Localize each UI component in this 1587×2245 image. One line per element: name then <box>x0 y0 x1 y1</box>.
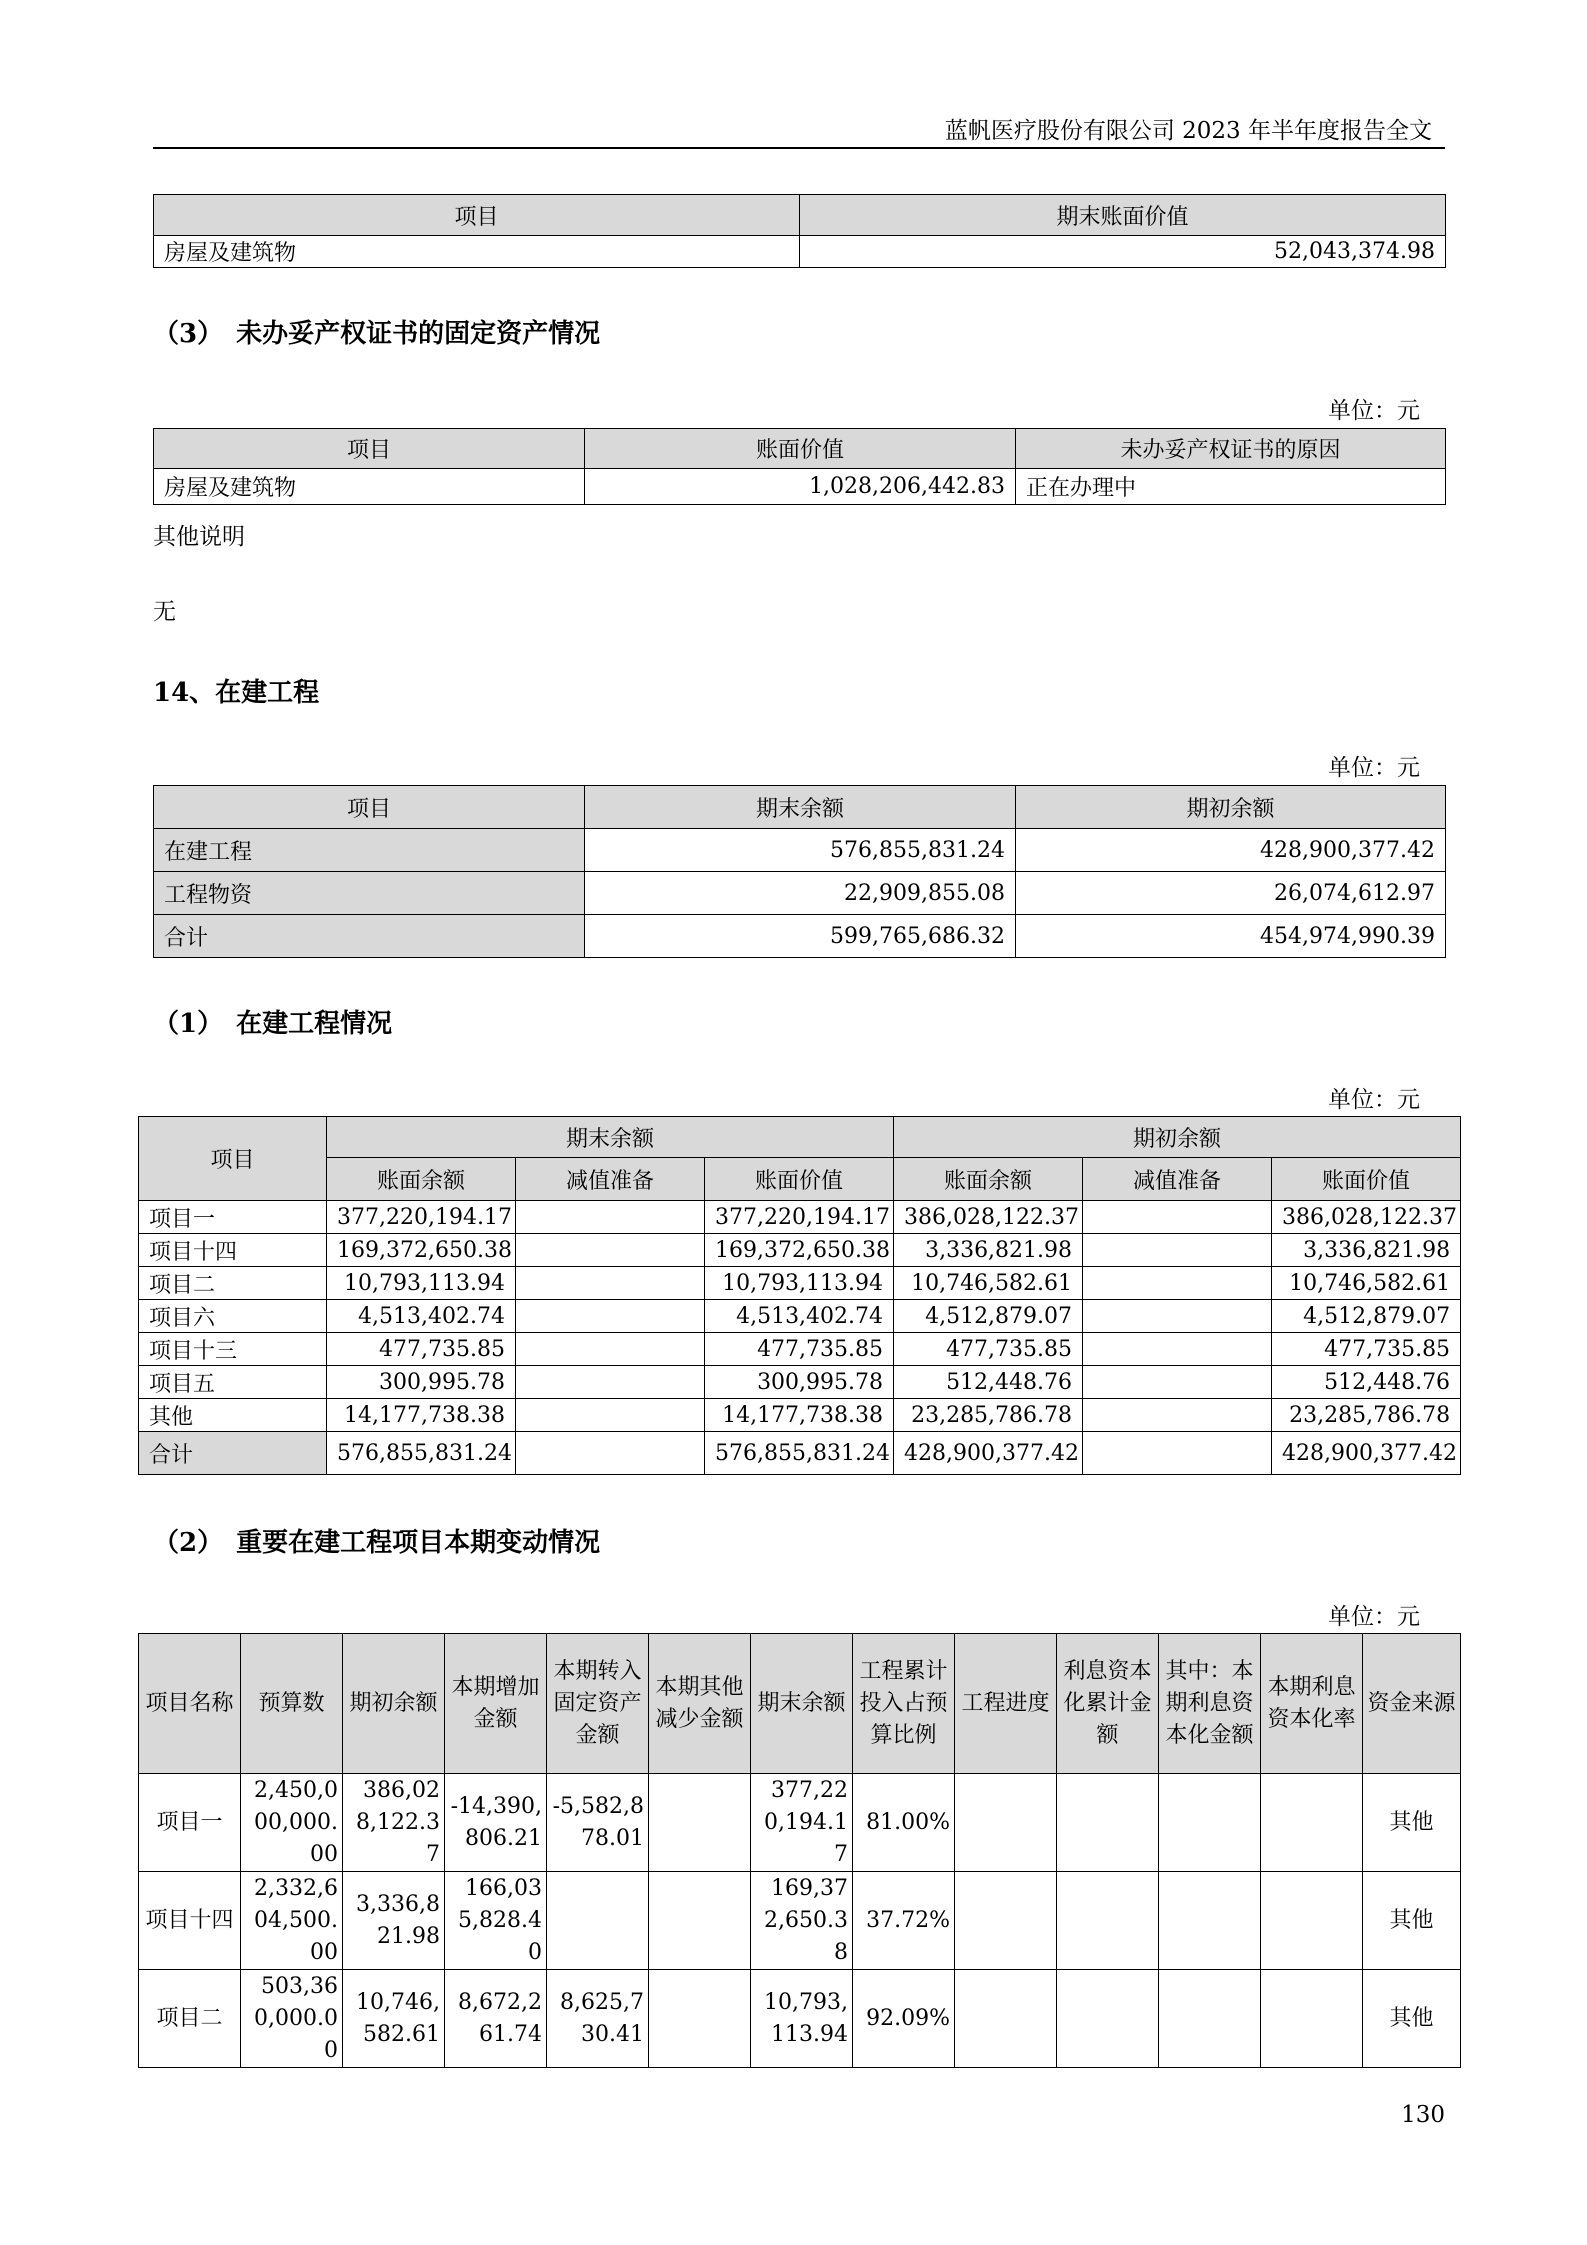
cell-value <box>1159 1970 1261 2068</box>
cell-value: 52,043,374.98 <box>800 236 1446 268</box>
cell-value: 169,372,650.38 <box>327 1234 516 1267</box>
cell-value: 512,448.76 <box>894 1366 1083 1399</box>
table-row <box>139 1970 1461 2068</box>
cell-value: 81.00% <box>853 1774 955 1872</box>
header-cell: 期末余额 <box>751 1634 853 1774</box>
cell-value <box>1083 1333 1272 1366</box>
cell-value: 503,360,000.00 <box>241 1970 343 2068</box>
cell-value: 300,995.78 <box>705 1366 894 1399</box>
row-label: 其他 <box>139 1399 327 1432</box>
cell-value <box>649 1872 751 1970</box>
table-row <box>139 1234 1461 1267</box>
section-14-heading: 14、在建工程 <box>153 678 320 708</box>
cell-value <box>1083 1399 1272 1432</box>
cell-value <box>1083 1201 1272 1234</box>
cell-value: 454,974,990.39 <box>1016 915 1446 958</box>
header-cell: 本期增加金额 <box>445 1634 547 1774</box>
cell-value: 300,995.78 <box>327 1366 516 1399</box>
cell-value: 26,074,612.97 <box>1016 872 1446 915</box>
cell-value: 386,028,122.37 <box>1272 1201 1461 1234</box>
unit-label: 单位：元 <box>1328 1604 1420 1630</box>
header-cell: 项目 <box>154 429 585 469</box>
cell-value <box>649 1774 751 1872</box>
cell-value <box>1083 1234 1272 1267</box>
cell-value: 4,512,879.07 <box>894 1300 1083 1333</box>
cell-value: 10,793,113.94 <box>705 1267 894 1300</box>
table-construction-summary <box>153 785 1446 958</box>
header-cell: 利息资本化累计金额 <box>1057 1634 1159 1774</box>
cell-value <box>1057 1872 1159 1970</box>
row-label: 项目一 <box>139 1201 327 1234</box>
cell-value: 428,900,377.42 <box>1272 1432 1461 1475</box>
cell-value <box>1083 1267 1272 1300</box>
cell-value: 386,028,122.37 <box>894 1201 1083 1234</box>
header-cell: 本期其他减少金额 <box>649 1634 751 1774</box>
row-label: 项目五 <box>139 1366 327 1399</box>
header-cell: 项目 <box>154 195 800 236</box>
cell-value: 169,372,650.38 <box>705 1234 894 1267</box>
cell-value: 92.09% <box>853 1970 955 2068</box>
header-cell: 工程累计投入占预算比例 <box>853 1634 955 1774</box>
table-row <box>139 1267 1461 1300</box>
table-major-projects <box>138 1633 1461 2068</box>
cell-value <box>516 1267 705 1300</box>
cell-value <box>955 1774 1057 1872</box>
row-label: 在建工程 <box>154 829 585 872</box>
cell-value <box>1083 1366 1272 1399</box>
header-cell: 资金来源 <box>1363 1634 1461 1774</box>
unit-label: 单位：元 <box>1328 398 1420 424</box>
cell-value <box>1159 1872 1261 1970</box>
cell-fund-source: 其他 <box>1363 1970 1461 2068</box>
cell-value <box>649 1970 751 2068</box>
cell-value: 10,793,113.94 <box>751 1970 853 2068</box>
cell-value: 576,855,831.24 <box>585 829 1016 872</box>
cell-fund-source: 其他 <box>1363 1774 1461 1872</box>
cell-value: 477,735.85 <box>327 1333 516 1366</box>
row-label: 合计 <box>154 915 585 958</box>
row-label: 项目十三 <box>139 1333 327 1366</box>
cell-value: 512,448.76 <box>1272 1366 1461 1399</box>
cell-value <box>955 1872 1057 1970</box>
cell-value: 477,735.85 <box>894 1333 1083 1366</box>
row-label: 项目一 <box>139 1774 241 1872</box>
header-cell: 本期转入固定资产金额 <box>547 1634 649 1774</box>
header-cell: 减值准备 <box>1083 1158 1272 1201</box>
header-group: 期末余额 <box>327 1117 894 1158</box>
cell-fund-source: 其他 <box>1363 1872 1461 1970</box>
cell-value: 8,672,261.74 <box>445 1970 547 2068</box>
header-cell: 账面价值 <box>705 1158 894 1201</box>
cell-value: 37.72% <box>853 1872 955 1970</box>
table-construction-details <box>138 1116 1461 1475</box>
header-cell: 预算数 <box>241 1634 343 1774</box>
other-note-value: 无 <box>153 599 176 625</box>
table-fixed-assets-carrying <box>153 194 1446 268</box>
cell-value: 14,177,738.38 <box>705 1399 894 1432</box>
cell-value: 428,900,377.42 <box>1016 829 1446 872</box>
header-cell: 期末账面价值 <box>800 195 1446 236</box>
cell-value: 3,336,821.98 <box>894 1234 1083 1267</box>
cell-value <box>955 1970 1057 2068</box>
table-row <box>139 1872 1461 1970</box>
cell-value <box>516 1366 705 1399</box>
cell-value: 10,746,582.61 <box>343 1970 445 2068</box>
table-row <box>139 1432 1461 1475</box>
table-row <box>139 1774 1461 1872</box>
cell-value: 10,746,582.61 <box>894 1267 1083 1300</box>
cell-value: 10,746,582.61 <box>1272 1267 1461 1300</box>
cell-value: 477,735.85 <box>705 1333 894 1366</box>
row-label: 合计 <box>139 1432 327 1475</box>
cell-reason: 正在办理中 <box>1016 469 1446 505</box>
header-cell: 期末余额 <box>585 786 1016 829</box>
cell-value: 576,855,831.24 <box>705 1432 894 1475</box>
header-cell: 本期利息资本化率 <box>1261 1634 1363 1774</box>
cell-value: 3,336,821.98 <box>1272 1234 1461 1267</box>
cell-value: 23,285,786.78 <box>1272 1399 1461 1432</box>
table-row <box>139 1333 1461 1366</box>
cell-value: 3,336,821.98 <box>343 1872 445 1970</box>
cell-value <box>1057 1774 1159 1872</box>
header-rule <box>153 147 1445 149</box>
cell-value: 10,793,113.94 <box>327 1267 516 1300</box>
cell-value: 169,372,650.38 <box>751 1872 853 1970</box>
cell-value: 599,765,686.32 <box>585 915 1016 958</box>
table-row <box>139 1300 1461 1333</box>
cell-value: 2,332,604,500.00 <box>241 1872 343 1970</box>
cell-value: 4,513,402.74 <box>705 1300 894 1333</box>
unit-label: 单位：元 <box>1328 755 1420 781</box>
header-cell: 账面余额 <box>327 1158 516 1201</box>
row-label: 项目十四 <box>139 1872 241 1970</box>
cell-value: -5,582,878.01 <box>547 1774 649 1872</box>
unit-label: 单位：元 <box>1328 1087 1420 1113</box>
cell-value: 1,028,206,442.83 <box>585 469 1016 505</box>
header-cell: 项目 <box>139 1117 327 1201</box>
cell-value: 377,220,194.17 <box>327 1201 516 1234</box>
header-cell: 期初余额 <box>1016 786 1446 829</box>
header-cell: 项目 <box>154 786 585 829</box>
header-cell: 项目名称 <box>139 1634 241 1774</box>
cell-value <box>516 1300 705 1333</box>
cell-value <box>1159 1774 1261 1872</box>
report-header: 蓝帆医疗股份有限公司 2023 年半年度报告全文 <box>944 118 1432 144</box>
row-label: 工程物资 <box>154 872 585 915</box>
header-cell: 未办妥产权证书的原因 <box>1016 429 1446 469</box>
table-row <box>139 1366 1461 1399</box>
header-cell: 期初余额 <box>343 1634 445 1774</box>
cell-value: 166,035,828.40 <box>445 1872 547 1970</box>
table-row <box>139 1399 1461 1432</box>
cell-value: 4,512,879.07 <box>1272 1300 1461 1333</box>
cell-value: 14,177,738.38 <box>327 1399 516 1432</box>
cell-value: 8,625,730.41 <box>547 1970 649 2068</box>
other-note-label: 其他说明 <box>153 524 245 550</box>
cell-item: 房屋及建筑物 <box>154 236 800 268</box>
header-cell: 其中：本期利息资本化金额 <box>1159 1634 1261 1774</box>
header-cell: 账面价值 <box>1272 1158 1461 1201</box>
cell-value <box>1261 1872 1363 1970</box>
cell-value <box>1083 1300 1272 1333</box>
header-group: 期初余额 <box>894 1117 1461 1158</box>
page-number: 130 <box>1401 2102 1445 2128</box>
cell-value <box>516 1432 705 1475</box>
row-label: 项目二 <box>139 1267 327 1300</box>
cell-value: 477,735.85 <box>1272 1333 1461 1366</box>
cell-value <box>516 1333 705 1366</box>
section-2-heading: （2） 重要在建工程项目本期变动情况 <box>153 1528 601 1558</box>
cell-value: 377,220,194.17 <box>705 1201 894 1234</box>
row-label: 项目十四 <box>139 1234 327 1267</box>
cell-value: 4,513,402.74 <box>327 1300 516 1333</box>
cell-value: 576,855,831.24 <box>327 1432 516 1475</box>
table-row <box>139 1201 1461 1234</box>
section-3-heading: （3） 未办妥产权证书的固定资产情况 <box>153 319 601 349</box>
cell-value: 23,285,786.78 <box>894 1399 1083 1432</box>
cell-value: 22,909,855.08 <box>585 872 1016 915</box>
header-cell: 账面余额 <box>894 1158 1083 1201</box>
cell-value <box>516 1234 705 1267</box>
cell-value: 428,900,377.42 <box>894 1432 1083 1475</box>
cell-value <box>516 1399 705 1432</box>
cell-value <box>1057 1970 1159 2068</box>
cell-value: -14,390,806.21 <box>445 1774 547 1872</box>
cell-value: 2,450,000,000.00 <box>241 1774 343 1872</box>
header-cell: 减值准备 <box>516 1158 705 1201</box>
cell-item: 房屋及建筑物 <box>154 469 585 505</box>
table-unregistered-assets <box>153 428 1446 505</box>
cell-value <box>1261 1970 1363 2068</box>
cell-value <box>547 1872 649 1970</box>
cell-value <box>1083 1432 1272 1475</box>
row-label: 项目二 <box>139 1970 241 2068</box>
section-1-heading: （1） 在建工程情况 <box>153 1009 393 1039</box>
header-cell: 账面价值 <box>585 429 1016 469</box>
row-label: 项目六 <box>139 1300 327 1333</box>
cell-value <box>516 1201 705 1234</box>
header-cell: 工程进度 <box>955 1634 1057 1774</box>
cell-value: 377,220,194.17 <box>751 1774 853 1872</box>
cell-value <box>1261 1774 1363 1872</box>
cell-value: 386,028,122.37 <box>343 1774 445 1872</box>
